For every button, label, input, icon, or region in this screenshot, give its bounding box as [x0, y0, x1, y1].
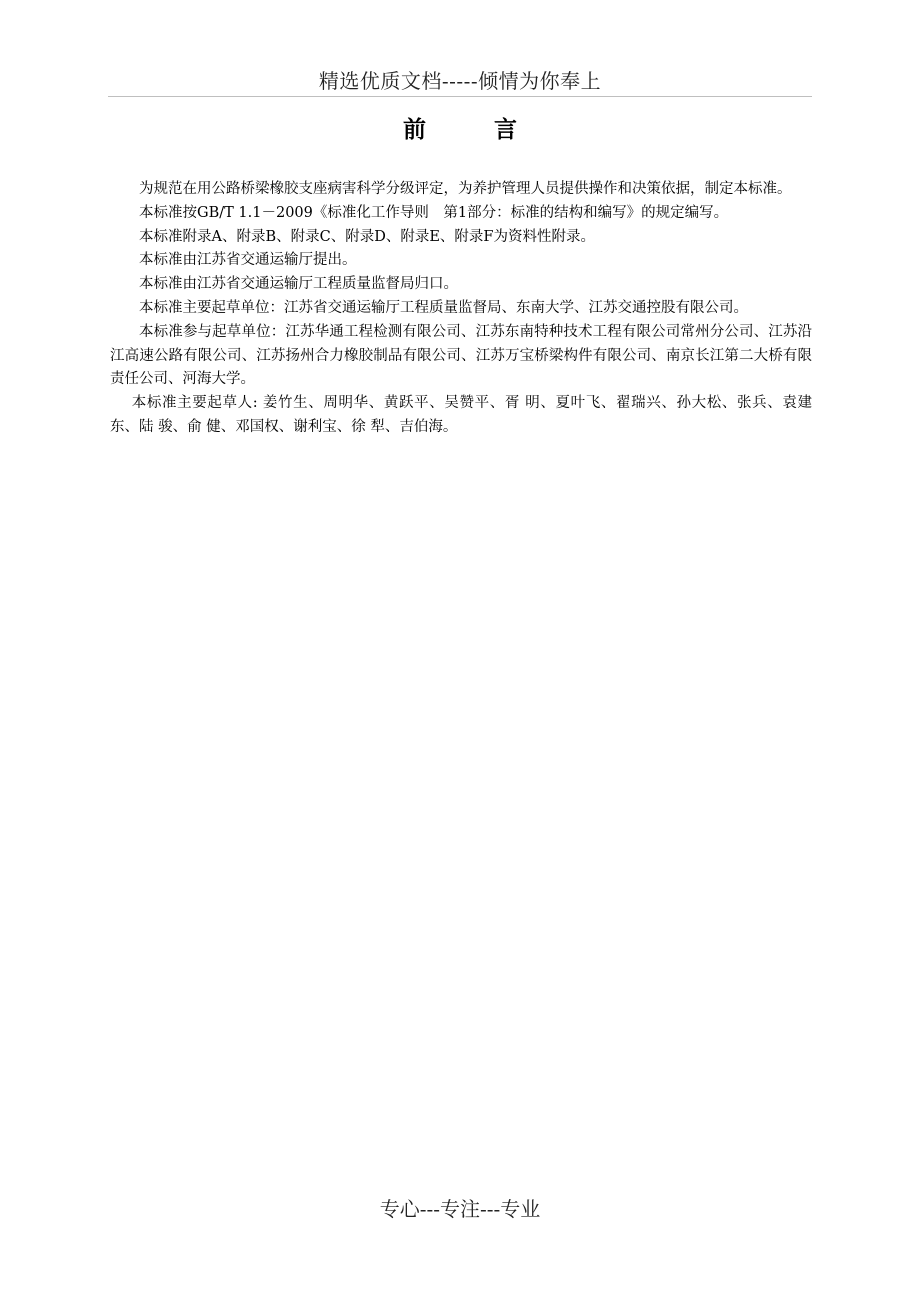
paragraph-participating-units: 本标准参与起草单位：江苏华通工程检测有限公司、江苏东南特种技术工程有限公司常州分公司、江苏沿江高速公路有限公司、江苏扬州合力橡胶制品有限公司、江苏万宝桥梁构件有限公司、南京长江第二大桥有限责任公司、河海大学。	[110, 323, 812, 388]
paragraph-administrator: 本标准由江苏省交通运输厅工程质量监督局归口。	[139, 276, 458, 293]
paragraph-purpose: 为规范在用公路桥梁橡胶支座病害科学分级评定，为养护管理人员提供操作和决策依据，制定本标准。	[139, 181, 792, 197]
header-text: 精选优质文档-----倾情为你奉上	[318, 69, 602, 93]
paragraph-proposer: 本标准由江苏省交通运输厅提出。	[139, 252, 357, 269]
paragraph-main-drafting-units: 本标准主要起草单位：江苏省交通运输厅工程质量监督局、东南大学、江苏交通控股有限公司。	[139, 299, 748, 316]
paragraph-main-drafters: 本标准主要起草人: 姜竹生、周明华、黄跃平、吴赞平、胥 明、夏叶飞、翟瑞兴、孙大松、张兵、袁建东、陆 骏、俞 健、邓国权、谢利宝、徐 犁、吉伯海。	[110, 395, 812, 435]
paragraph-appendices: 本标准附录A、附录B、附录C、附录D、附录E、附录F为资料性附录。	[139, 228, 595, 245]
page-footer: 专心---专注---专业	[379, 1197, 541, 1221]
page-header	[108, 66, 812, 97]
document-body	[110, 178, 812, 440]
paragraph-drafting-rules: 本标准按GB/T 1.1－2009《标准化工作导则 第1部分：标准的结构和编写》的规定编写。	[139, 204, 729, 221]
page-title: 前 言	[402, 116, 547, 143]
